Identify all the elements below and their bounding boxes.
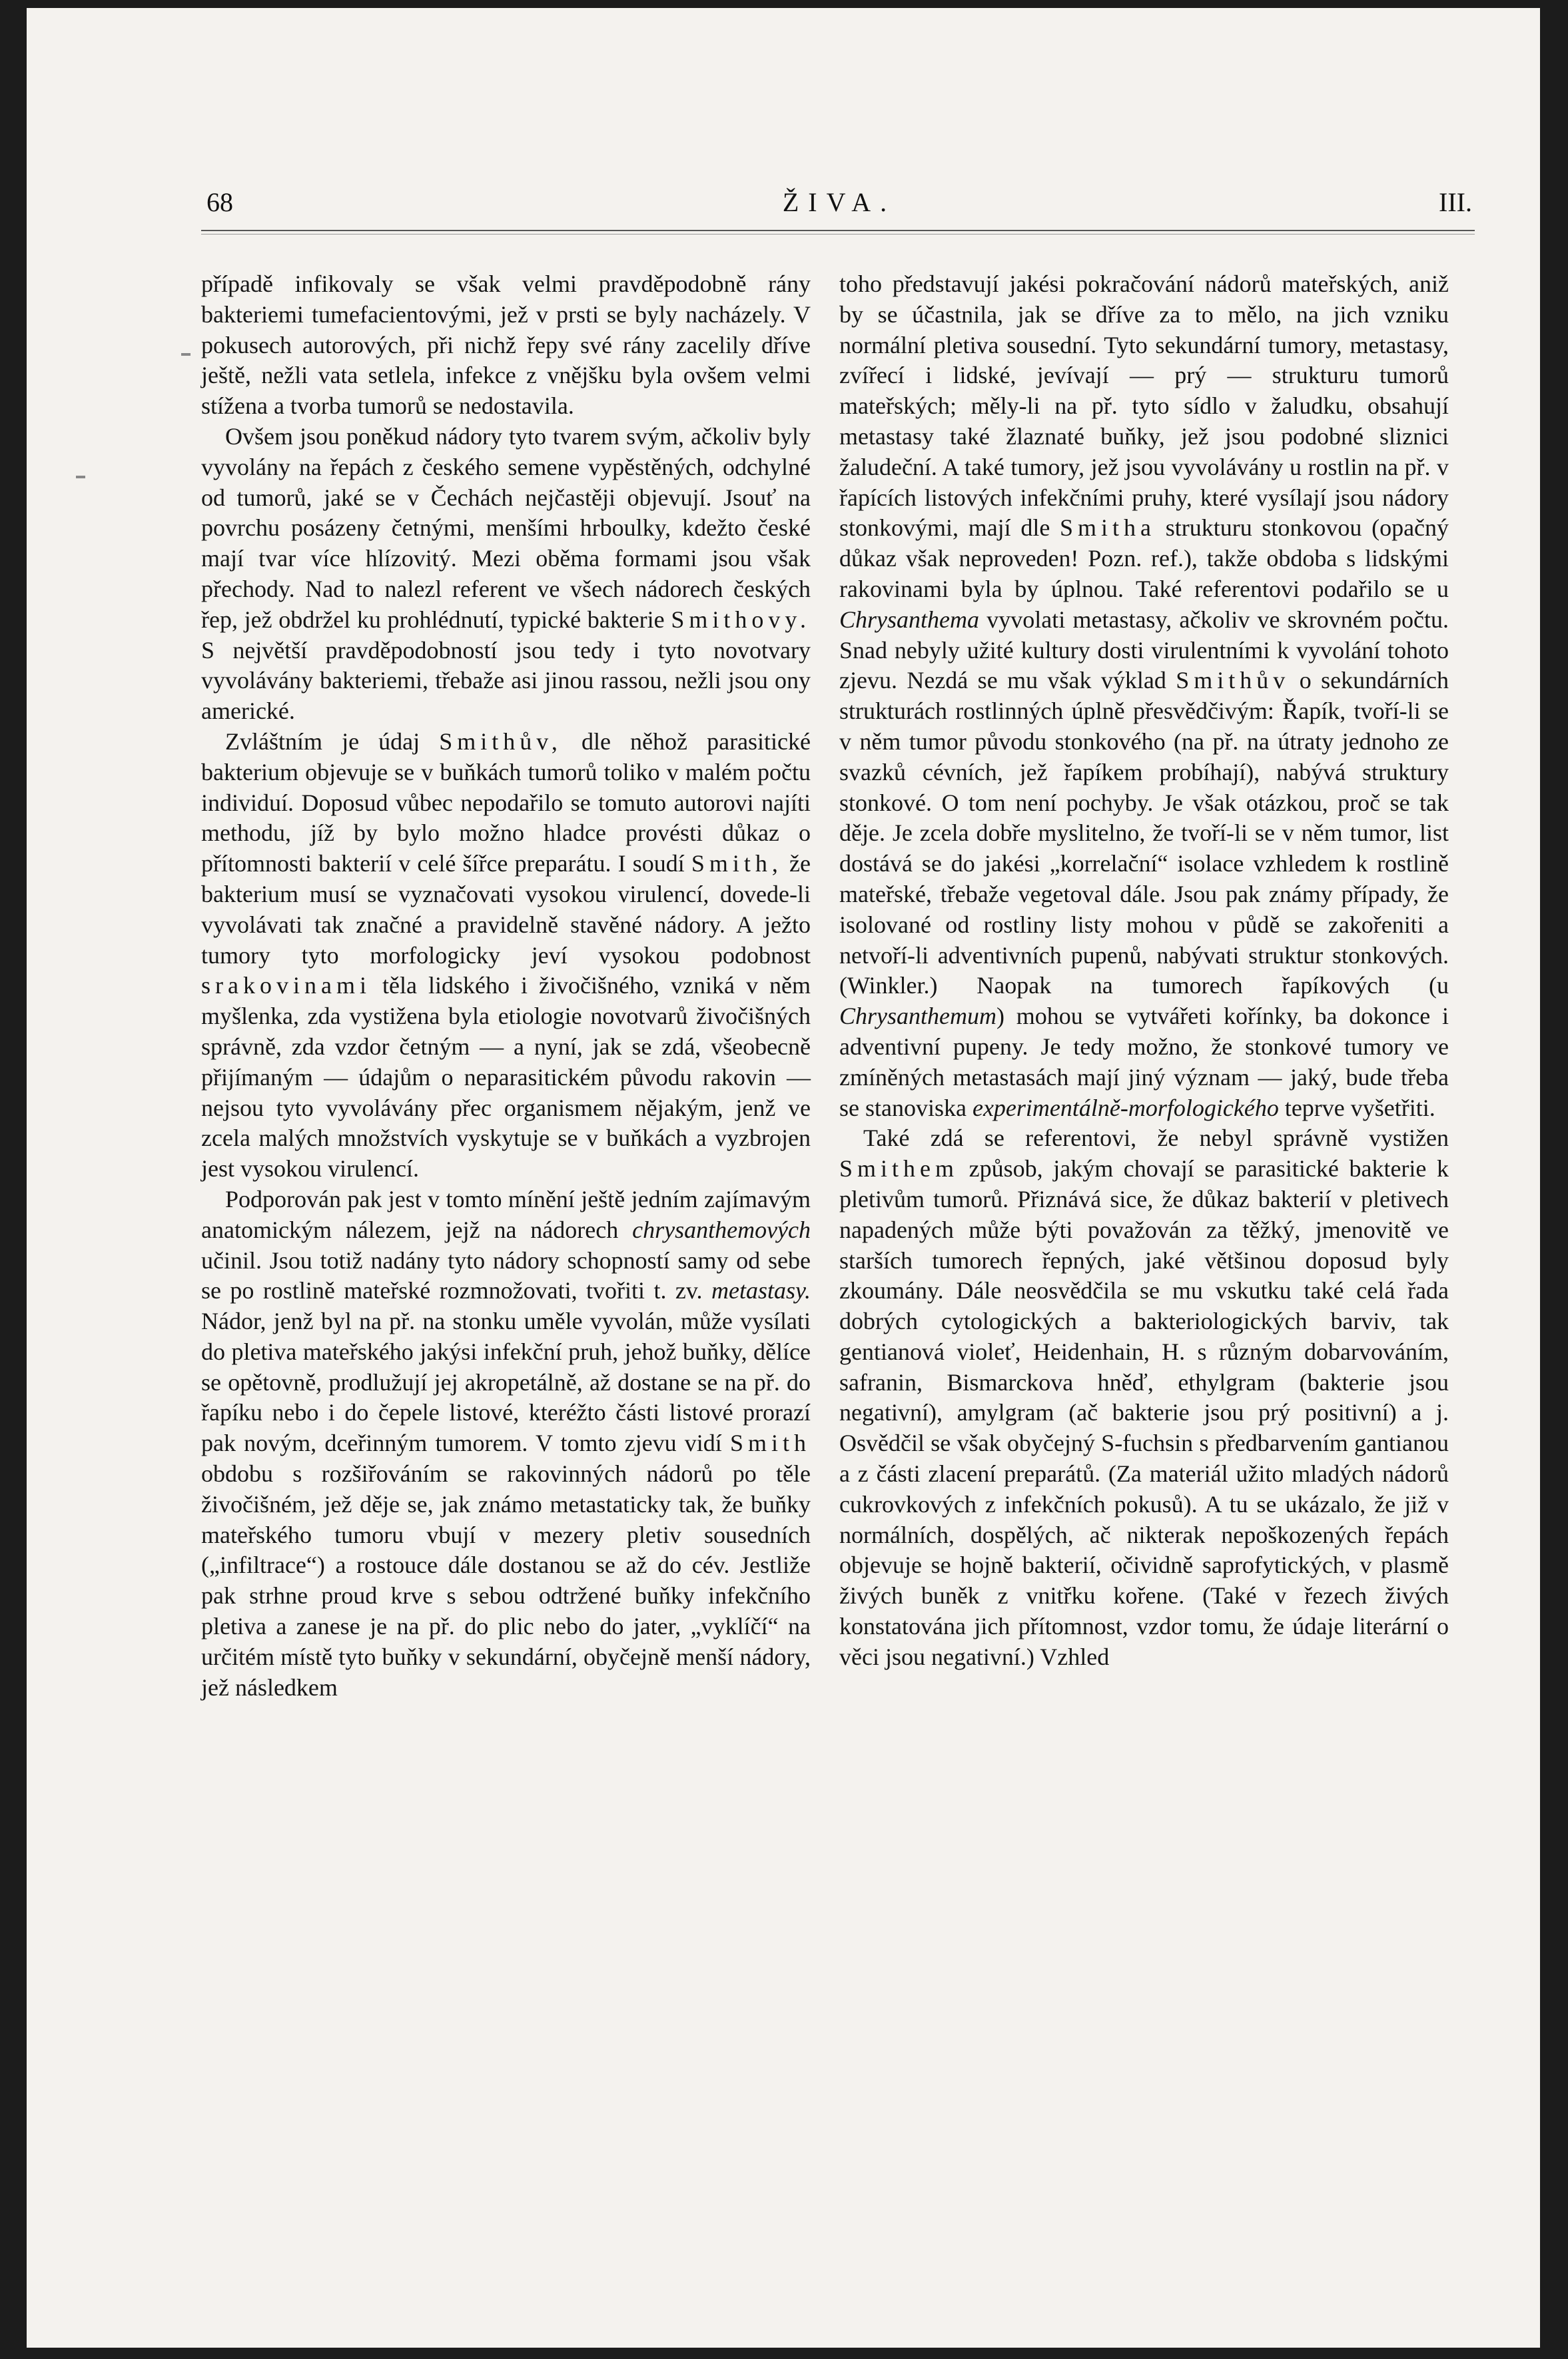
spaced-name: Smithem [839, 1155, 959, 1182]
text-run: učinil. Jsou totiž nadány tyto nádory schopností samy od sebe se po rostlině mateřské rozmnožovati, tvořiti t. zv. [201, 1246, 811, 1304]
right-column [839, 269, 1449, 1673]
text-run: způsob, jakým chovají se parasitické bakterie k pletivům tumorů. Přiznává sice, že důkaz bakterií v pletivech napadených může býti považován za těžký, jmenovitě ve starších tumorech řepných, jaké většinou doposud byly zkoumány. Dále neosvědčila se mu vskutku také celá řada dobrých cytologických a bakteriologických barviv, tak gentianová violeť, Heidenhain, H. s různým dobarvováním, safranin, Bismarckova hněď, ethylgram (bakterie jsou negativní), amylgram (ač bakterie jsou prý positivní) a j. Osvědčil se však obyčejný S-fuchsin s předbarvením gantianou a z části zlacení preparátů. (Za materiál užito mladých nádorů cukrovkových z infekčních pokusů). A tu se ukázalo, že již v normálních, dospělých, ač nikterak nepoškozených řepách objevuje se hojně bakterií, očividně saprofytických, v plasmě živých buněk z vnitřku kořene. (Také v řezech živých konstatována jich přítomnost, vzdor tomu, že údaje literární o věci jsou negativní.) Vzhled [839, 1155, 1449, 1670]
spaced-name: Smith, [691, 850, 783, 877]
margin-mark [76, 476, 85, 478]
text-run: strukturu stonkovou (opačný důkaz však neproveden! Pozn. ref.), takže obdoba s lidskými rakovinami byla by úplnou. Také referentovi podařilo se u [839, 514, 1449, 602]
text-run: Ovšem jsou poněkud nádory tyto tvarem svým, ačkoliv byly vyvolány na řepách z českého semene vypěstěných, odchylné od tumorů, jaké se v Čechách nejčastěji objevují. Jsouť na povrchu posázeny četnými, menšími hrboulky, kdežto české mají tvar více hlízovitý. Mezi oběma formami jsou však přechody. Nad to nalezl referent ve všech nádorech českých řep, jež obdržel ku prohlédnutí, typické bakterie [201, 422, 811, 633]
paragraph [201, 422, 811, 727]
spaced-name: Smithův, [439, 727, 562, 755]
header-rule [201, 230, 1475, 231]
spaced-name: Smithovy. [671, 606, 811, 633]
paragraph [839, 269, 1449, 1123]
journal-title: ŽIVA. [782, 187, 897, 217]
paragraph [201, 727, 811, 1184]
text-run: o sekundárních strukturách rostlinných úplně přesvědčivým: Řapík, tvoří-li se v něm tumor původu stonkového (na př. na útraty jednoho ze svazků cévních, jež řapíkem probíhají), nabývá struktury stonkové. O tom není pochyby. Je však otázkou, proč se tak děje. Je zcela dobře myslitelno, že tvoří-li se v něm tumor, list dostává se do jakési „korrelační“ isolace vzhledem k rostlině mateřské, třebaže vegetoval dále. Jsou pak známy případy, že isolované od rostliny listy mohou v půdě se zakořeniti a netvoří-li adventivních pupenů, nabývati struktur stonkových. (Winkler.) Naopak na tumorech řapíkových (u [839, 667, 1449, 999]
text-run: případě infikovaly se však velmi pravděpodobně rány bakteriemi tumefacientovými, jež v prsti se byly nacházely. V pokusech autorových, při nichž řepy své rány zacelily dříve ještě, nežli vata setlela, infekce z vnějšku byla ovšem velmi stížena a tvorba tumorů se nedostavila. [201, 270, 811, 420]
text-run: toho představují jakési pokračování nádorů mateřských, aniž by se účastnila, jak se dříve za to mělo, na jich vzniku normální pletiva sousední. Tyto sekundární tumory, metastasy, zvířecí i lidské, jevívají — prý — strukturu tumorů mateřských; měly-li na př. tyto sídlo v žaludku, obsahují metastasy také žlaznaté buňky, jež jsou podobné sliznici žaludeční. A také tumory, jež jsou vyvolávány u rostlin na př. v řapících listových infekčními pruhy, které vysílají jsou nádory stonkovými, mají dle [839, 270, 1449, 542]
spaced-word: srakovinami [201, 972, 371, 999]
margin-mark [181, 353, 191, 356]
paragraph [839, 1123, 1449, 1672]
text-run: dle něhož parasitické bakterium objevuje se v buňkách tumorů toliko v malém počtu individuí. Doposud vůbec nepodařilo se tomuto autorovi najíti methodu, jíž by bylo možno hladce provésti důkaz o přítomnosti bakterií v celé šířce preparátu. I soudí [201, 727, 811, 877]
paragraph [201, 1184, 811, 1703]
spaced-name: Smithův [1176, 667, 1290, 694]
text-run: ) mohou se vytvářeti kořínky, ba dokonce i adventivní pupeny. Je tedy možno, že stonkové tumory ve zmíněných metastasách mají jiný význam — jaký, bude třeba se stanoviska [839, 1003, 1449, 1121]
text-run: Zvláštním je údaj [225, 727, 420, 755]
paragraph [201, 269, 811, 422]
italic-term: chrysanthemových [632, 1216, 811, 1243]
italic-term: experimentálně-morfologického [972, 1094, 1279, 1121]
header-rule-thin [201, 234, 1475, 235]
text-run: teprve vyšetřiti. [1284, 1094, 1435, 1121]
italic-term: Chrysanthemum [839, 1003, 996, 1030]
spaced-name: Smith [729, 1430, 811, 1457]
text-run: Podporován pak jest v tomto mínění ještě jedním zajímavým anatomickým nálezem, jejž na nádorech [201, 1185, 811, 1243]
running-header [206, 187, 1472, 227]
spaced-name: Smitha [1060, 514, 1156, 542]
text-run: že bakterium musí se vyznačovati vysokou virulencí, dovede-li vyvolávati tak značné a pravidelně stavěné nádory. A ježto tumory tyto morfologicky jeví vysokou podobnost [201, 850, 811, 969]
text-run: obdobu s rozšiřováním se rakovinných nádorů po těle živočišném, jež děje se, jak známo metastaticky tak, že buňky mateřského tumoru vbují v mezery pletiv sousedních („infiltrace“) a rostouce dále dostanou se až do cév. Jestliže pak strhne proud krve s sebou odtržené buňky infekčního pletiva a zanese je na př. do plic nebo do jater, „vyklíčí“ na určitém místě tyto buňky v sekundární, obyčejně menší nádory, jež následkem [201, 1460, 811, 1701]
text-run: vyvolati metastasy, ačkoliv ve skrovném počtu. Snad nebyly užité kultury dosti virulentními k vyvolání tohoto zjevu. Nezdá se mu však výklad [839, 606, 1449, 694]
volume-number: III. [1439, 187, 1472, 217]
italic-term: Chrysanthema [839, 606, 979, 633]
page [27, 8, 1540, 2348]
text-run: S největší pravděpodobností jsou tedy i tyto novotvary vyvolávány bakteriemi, třebaže asi jinou rassou, nežli jsou ony americké. [201, 636, 811, 725]
text-run: Nádor, jenž byl na př. na stonku uměle vyvolán, může vysílati do pletiva mateřského jakýsi infekční pruh, jehož buňky, dělíce se opětovně, prodlužují jej akropetálně, až dostane se na př. do řapíku nebo i do čepele listové, kteréžto části listové prorazí pak novým, dceřinným tumorem. V tomto zjevu vidí [201, 1308, 811, 1457]
page-number: 68 [206, 187, 233, 217]
italic-term: metastasy. [711, 1277, 811, 1304]
left-column [201, 269, 811, 1703]
text-run: těla lidského i živočišného, vzniká v něm myšlenka, zda vystižena byla etiologie novotvarů živočišných správně, zda vzdor četným — a nyní, jak se zdá, všeobecně přijímaným — údajům o neparasitickém původu rakovin — nejsou tyto vyvolávány přec organismem nějakým, jenž ve zcela malých množstvích vyskytuje se v buňkách a vyzbrojen jest vysokou virulencí. [201, 972, 811, 1182]
text-run: Také zdá se referentovi, že nebyl správně vystižen [863, 1125, 1449, 1152]
